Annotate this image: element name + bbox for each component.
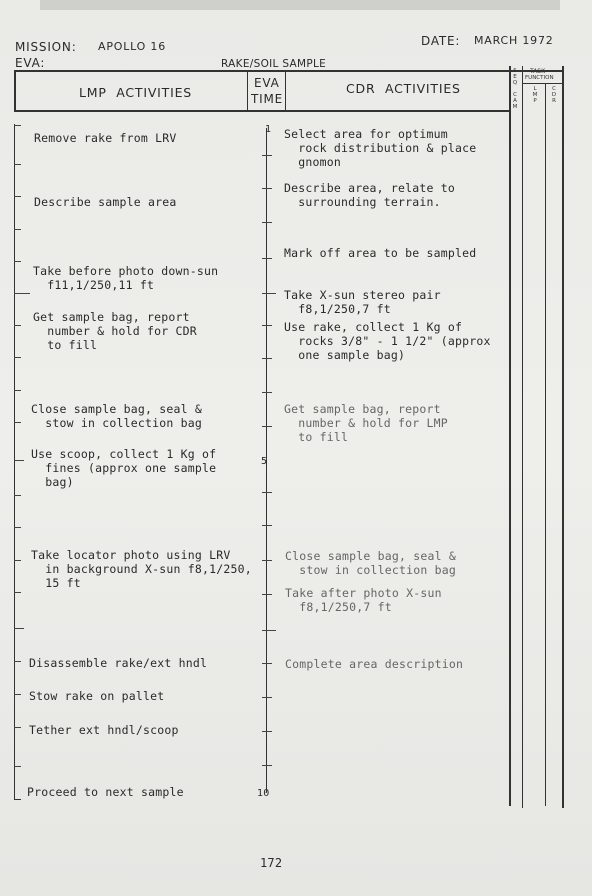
lmp-tick bbox=[14, 357, 21, 358]
time-tick bbox=[262, 325, 272, 326]
time-tick bbox=[262, 525, 272, 526]
table-left-border bbox=[14, 70, 16, 110]
time-tick bbox=[262, 293, 276, 294]
lmp-activity: Tether ext hndl/scoop bbox=[29, 723, 179, 737]
lmp-activity: Stow rake on pallet bbox=[29, 689, 165, 703]
time-tick bbox=[262, 222, 272, 223]
cdr-activity: Describe area, relate to surrounding terrain. bbox=[284, 181, 455, 209]
sheet-title: RAKE/SOIL SAMPLE bbox=[221, 58, 327, 70]
lmp-tick bbox=[14, 694, 21, 695]
lmp-tick bbox=[14, 422, 21, 423]
cdr-activity: Take X-sun stereo pair f8,1/250,7 ft bbox=[284, 288, 441, 316]
eva-time-header-bottom: TIME bbox=[251, 92, 284, 106]
time-mark-1: 1 bbox=[265, 124, 272, 135]
lmp-tick bbox=[14, 390, 21, 391]
time-tick bbox=[262, 630, 276, 631]
lmp-tick bbox=[14, 495, 21, 496]
lmp-activity: Describe sample area bbox=[34, 195, 177, 209]
lmp-activity: Take locator photo using LRV in background X-sun f8,1/250, 15 ft bbox=[31, 548, 252, 590]
seq-cam-header: S E Q C A M bbox=[512, 68, 518, 110]
lmp-col-left-border bbox=[522, 66, 523, 808]
time-tick bbox=[262, 188, 272, 189]
lmp-end-mark bbox=[14, 799, 21, 800]
lmp-tick bbox=[14, 229, 21, 230]
lmp-activity: Proceed to next sample bbox=[27, 785, 184, 799]
lmp-activity: Take before photo down-sun f11,1/250,11 ft bbox=[33, 264, 219, 292]
eva-time-header-top: EVA bbox=[254, 76, 280, 90]
seqcam-col-left-border bbox=[509, 66, 511, 806]
lmp-tick bbox=[14, 196, 21, 197]
lmp-activity: Use scoop, collect 1 Kg of fines (approx one sample bag) bbox=[31, 447, 217, 489]
eva-label: EVA: bbox=[15, 56, 46, 70]
mission-label: MISSION: bbox=[15, 40, 77, 54]
cdr-activity: Close sample bag, seal & stow in collection bag bbox=[285, 549, 456, 577]
lmp-tick bbox=[14, 527, 21, 528]
cdr-activity: Get sample bag, report number & hold for LMP to fill bbox=[284, 402, 448, 444]
lmp-tick bbox=[14, 261, 21, 262]
time-tick bbox=[262, 765, 272, 766]
cdr-activity: Use rake, collect 1 Kg of rocks 3/8" - 1 1/2" (approx one sample bag) bbox=[284, 320, 491, 362]
function-header: FUNCTION bbox=[525, 75, 554, 81]
lmp-activities-header: LMP ACTIVITIES bbox=[79, 85, 193, 100]
cdr-col-left-border bbox=[545, 84, 546, 806]
table-top-border bbox=[14, 70, 562, 72]
lmp-activity: Get sample bag, report number & hold for CDR to fill bbox=[33, 310, 197, 352]
time-tick bbox=[262, 358, 272, 359]
lmp-tick bbox=[14, 164, 21, 165]
cdr-activity: Take after photo X-sun f8,1/250,7 ft bbox=[285, 586, 442, 614]
time-mark-5: 5 bbox=[261, 456, 268, 467]
lmp-tick bbox=[14, 460, 24, 461]
table-right-border bbox=[562, 66, 564, 808]
lmp-tick bbox=[14, 628, 24, 629]
lmp-tick bbox=[14, 125, 21, 126]
time-tick bbox=[262, 392, 272, 393]
eva-col-left-border bbox=[247, 70, 248, 110]
cdr-activity: Mark off area to be sampled bbox=[284, 246, 477, 260]
lmp-tick bbox=[14, 727, 21, 728]
time-tick bbox=[262, 258, 272, 259]
lmp-activity: Close sample bag, seal & stow in collection bag bbox=[31, 402, 202, 430]
page-number: 172 bbox=[260, 856, 283, 870]
lmp-tick bbox=[14, 592, 21, 593]
mission-value: APOLLO 16 bbox=[98, 40, 167, 53]
cdr-short-header: C D R bbox=[551, 86, 557, 104]
time-tick bbox=[262, 594, 272, 595]
time-tick bbox=[262, 560, 272, 561]
cdr-activity: Complete area description bbox=[285, 657, 464, 671]
lmp-tick bbox=[14, 560, 21, 561]
lmp-short-header: L M P bbox=[532, 86, 538, 104]
lmp-margin-line bbox=[14, 124, 15, 800]
lmp-activity: Disassemble rake/ext hndl bbox=[29, 656, 208, 670]
time-tick bbox=[262, 697, 272, 698]
lmp-tick bbox=[14, 766, 21, 767]
date-value: MARCH 1972 bbox=[474, 34, 554, 47]
lmp-tick bbox=[14, 325, 21, 326]
lmp-activity: Remove rake from LRV bbox=[34, 131, 177, 145]
top-edge-strip bbox=[40, 0, 560, 10]
cdr-activities-header: CDR ACTIVITIES bbox=[346, 81, 461, 96]
header-bottom-border bbox=[14, 110, 510, 112]
date-label: DATE: bbox=[421, 34, 461, 48]
time-tick bbox=[262, 731, 272, 732]
time-tick bbox=[262, 155, 272, 156]
lmp-tick bbox=[14, 293, 30, 294]
eva-col-right-border bbox=[285, 70, 286, 110]
time-mark-10: 10 bbox=[257, 788, 270, 799]
task-header: TASK bbox=[530, 68, 546, 75]
lmp-tick bbox=[14, 661, 21, 662]
time-tick bbox=[262, 663, 272, 664]
task-function-divider bbox=[523, 83, 562, 84]
cdr-activity: Select area for optimum rock distribution & place gnomon bbox=[284, 127, 477, 169]
time-tick bbox=[262, 426, 272, 427]
time-tick bbox=[262, 492, 272, 493]
